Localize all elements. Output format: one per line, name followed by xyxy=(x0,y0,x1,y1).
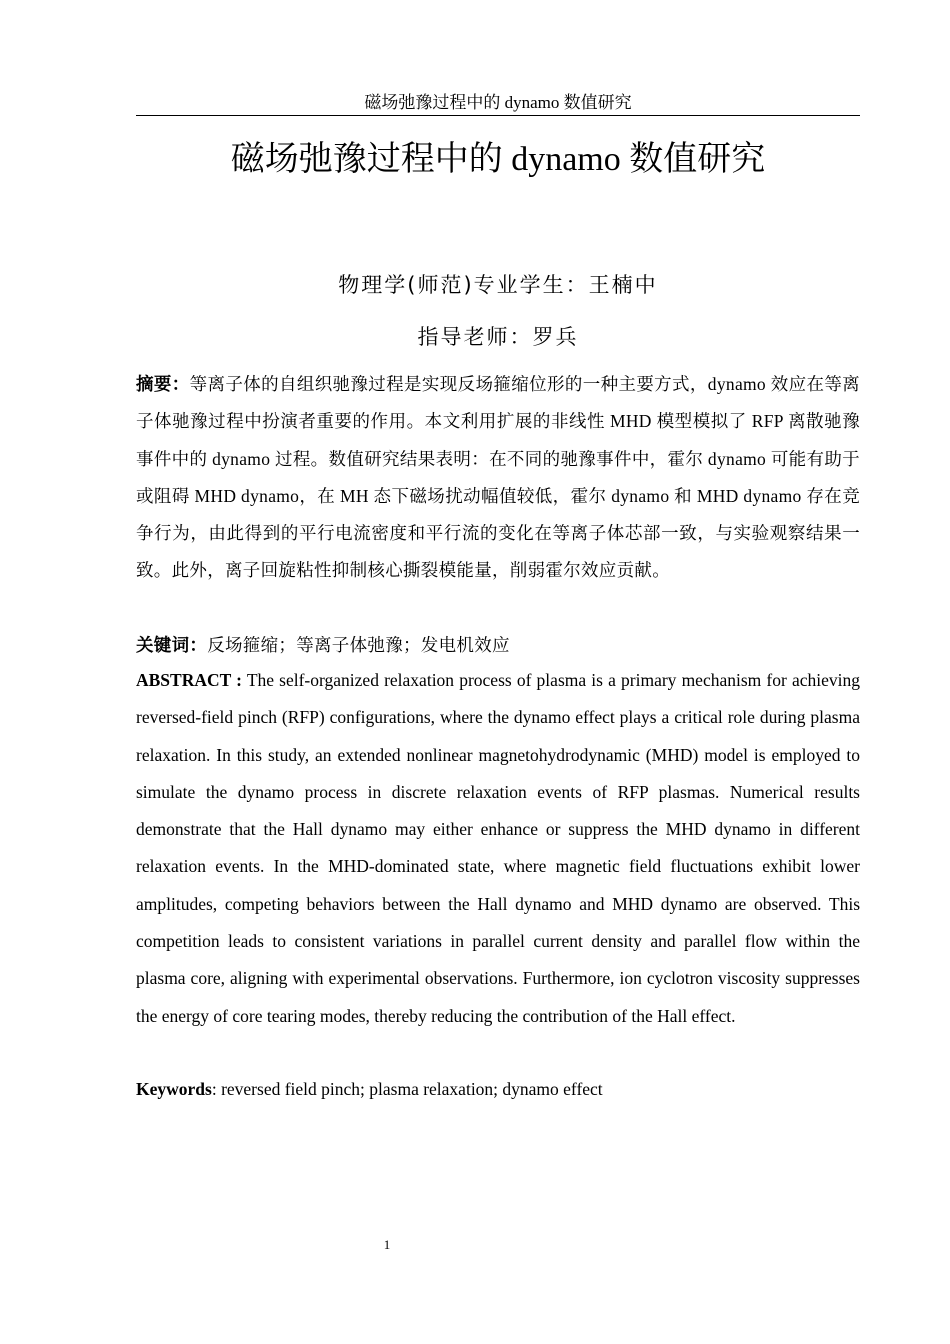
running-header: 磁场弛豫过程中的 dynamo 数值研究 xyxy=(364,93,632,112)
keywords-en xyxy=(136,1071,860,1108)
keywords-en-text: : reversed field pinch; plasma relaxation; dynamo effect xyxy=(211,1079,603,1099)
abstract-cn-text: 等离子体的自组织驰豫过程是实现反场箍缩位形的一种主要方式，dynamo 效应在等离子体驰豫过程中扮演者重要的作用。本文利用扩展的非线性 MHD 模型模拟了 RFP 离散驰豫事件中的 dynamo 过程。数值研究结果表明：在不同的驰豫事件中，霍尔 dynamo 可能有助于或阻碍 MHD dynamo，在 MH 态下磁场扰动幅值较低，霍尔 dynamo 和 MHD dynamo 存在竞争行为，由此得到的平行电流密度和平行流的变化在等离子体芯部一致，与实验观察结果一致。此外，离子回旋粘性抑制核心撕裂模能量，削弱霍尔效应贡献。 xyxy=(136,374,860,581)
abstract-en-text: The self-organized relaxation process of plasma is a primary mechanism for achieving reversed-field pinch (RFP) configurations, where the dynamo effect plays a critical role during plasma relaxation. In this study, an extended nonlinear magnetohydrodynamic (MHD) model is employed to simulate the dynamo process in discrete relaxation events of RFP plasmas. Numerical results demonstrate that the Hall dynamo may either enhance or suppress the MHD dynamo in different relaxation events. In the MHD-dominated state, where magnetic field fluctuations exhibit lower amplitudes, competing behaviors between the Hall dynamo and MHD dynamo are observed. This competition leads to consistent variations in parallel current density and parallel flow within the plasma core, aligning with experimental observations. Furthermore, ion cyclotron viscosity suppresses the energy of core tearing modes, thereby reducing the contribution of the Hall effect. xyxy=(136,670,860,1026)
advisor-line: 指导老师：罗兵 xyxy=(417,325,579,349)
page-title: 磁场弛豫过程中的 dynamo 数值研究 xyxy=(230,141,766,178)
abstract-en-label: ABSTRACT : xyxy=(136,670,242,690)
author-line: 物理学(师范)专业学生：王楠中 xyxy=(338,273,658,297)
keywords-cn-label: 关键词： xyxy=(136,635,208,655)
page-number: 1 xyxy=(383,1237,391,1252)
keywords-cn xyxy=(136,627,860,664)
abstract-cn xyxy=(136,366,860,590)
abstract-en xyxy=(136,662,860,1035)
abstract-cn-label: 摘要： xyxy=(136,374,190,394)
keywords-cn-text: 反场箍缩；等离子体弛豫；发电机效应 xyxy=(207,635,510,655)
header-divider xyxy=(136,115,860,116)
keywords-en-label: Keywords xyxy=(136,1079,212,1099)
